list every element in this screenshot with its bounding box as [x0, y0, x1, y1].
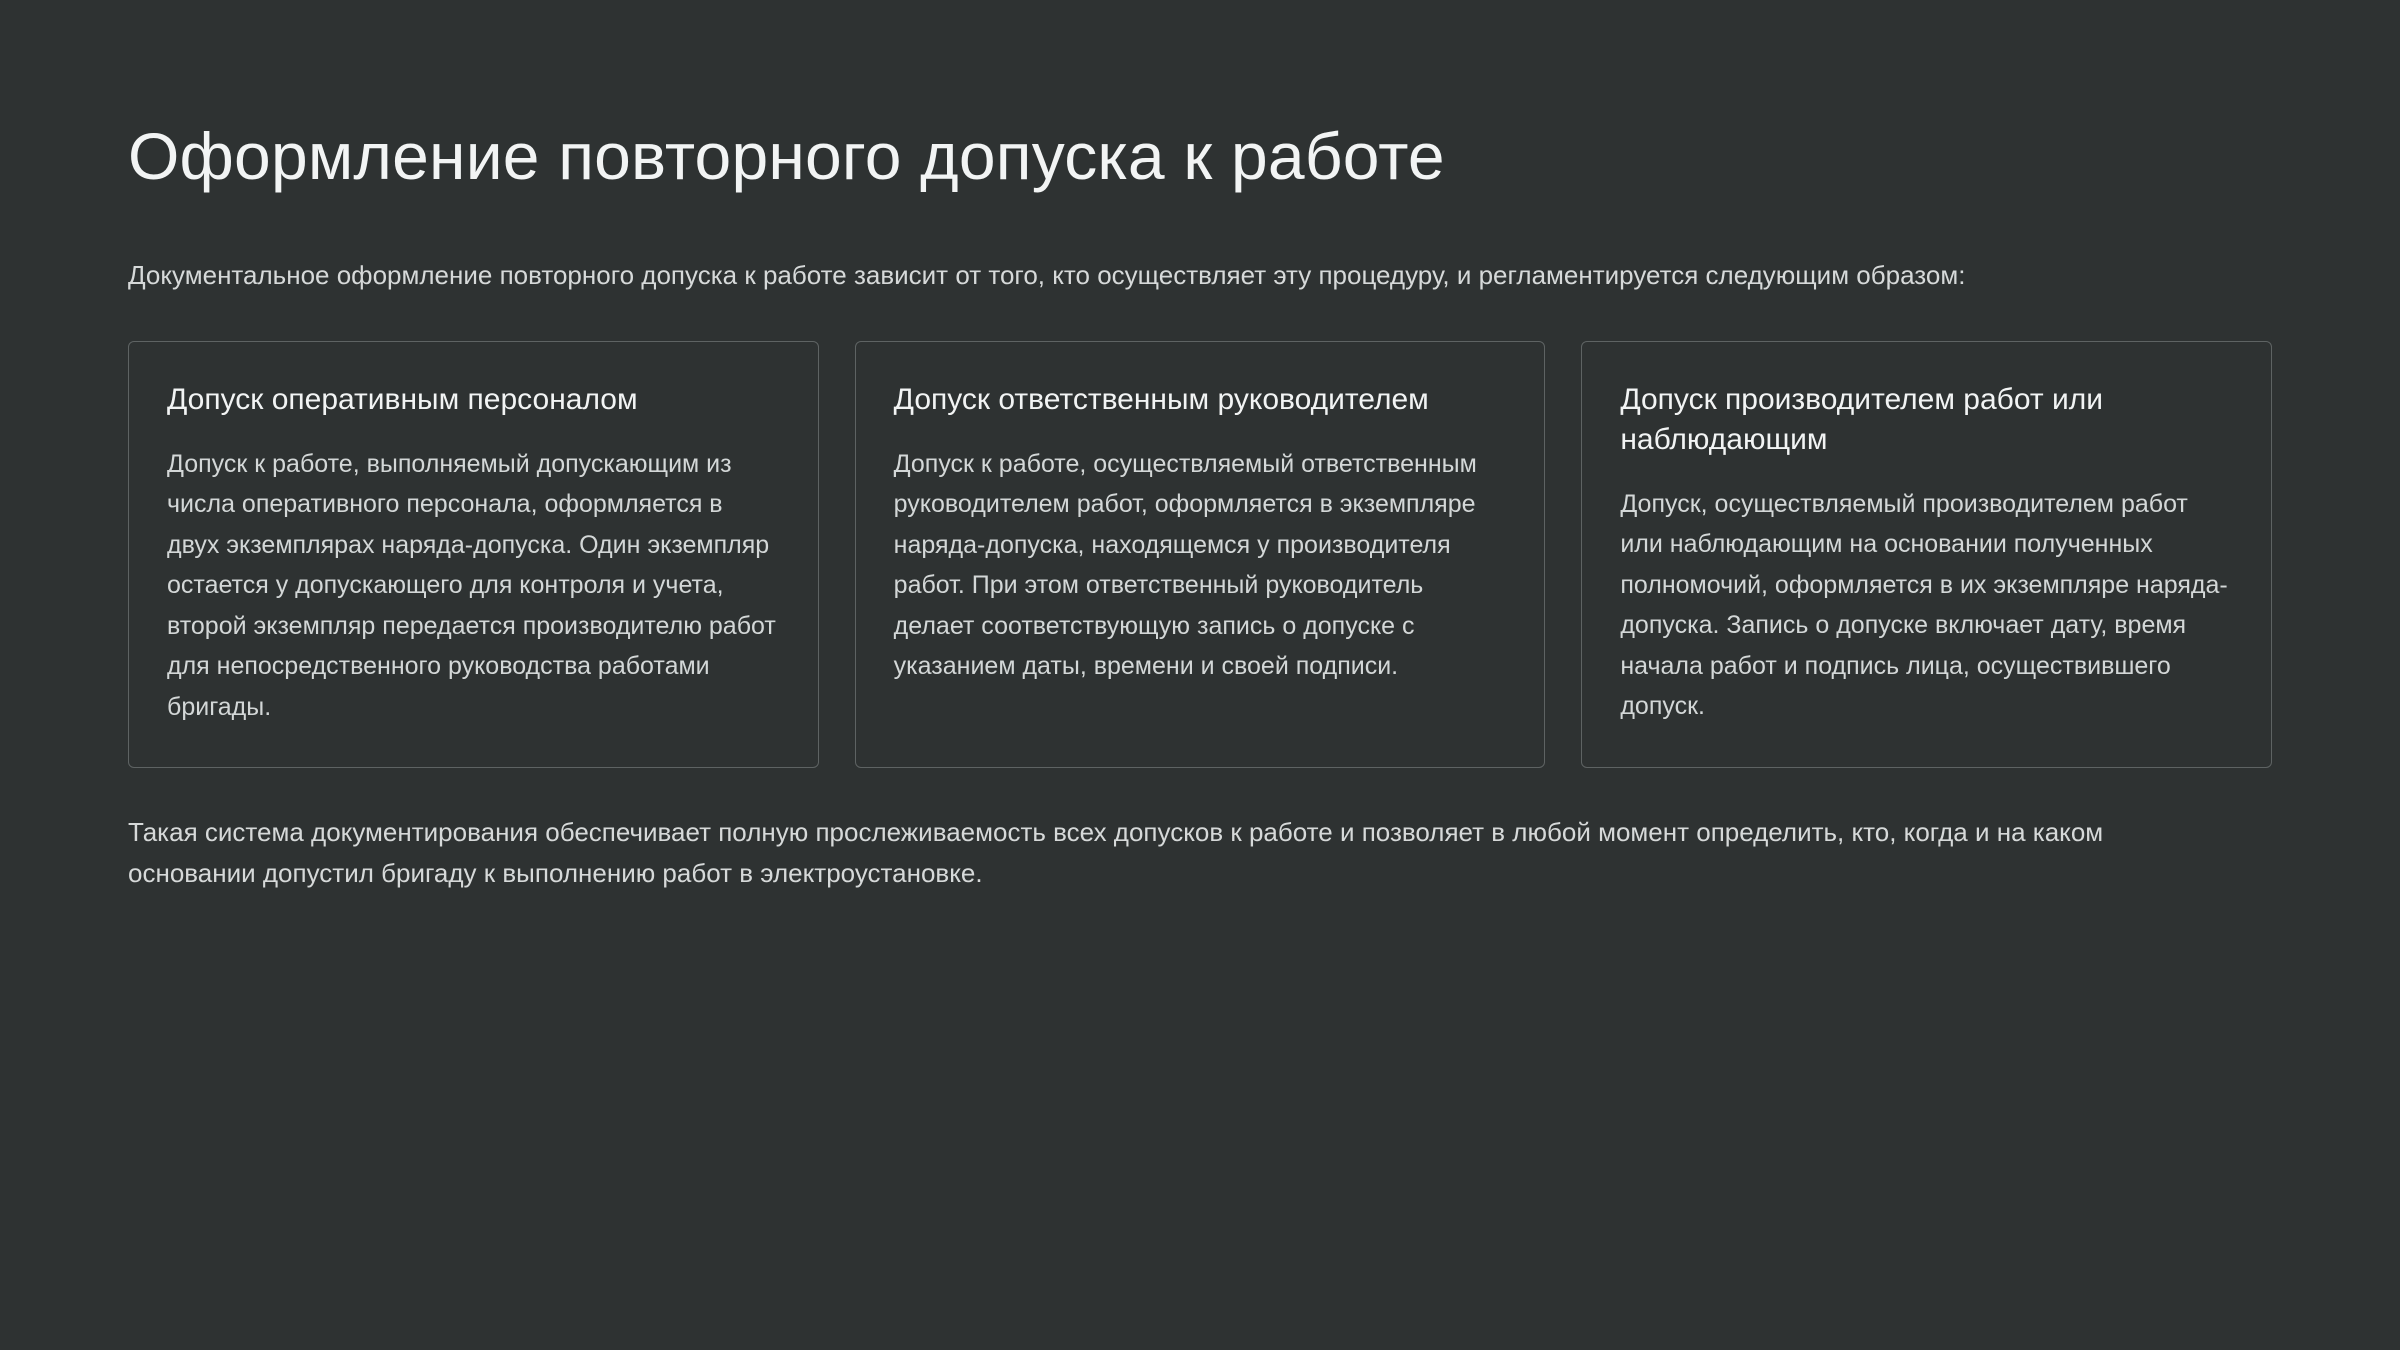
card-operational-personnel — [128, 341, 819, 768]
card-work-producer-or-observer — [1581, 341, 2272, 768]
card-body: Допуск к работе, выполняемый допускающим из числа оперативного персонала, оформляется в двух экземплярах наряда-допуска. Один экземпляр остается у допускающего для контроля и учета, второй экземпляр передается производителю работ для непосредственного руководства работами бригады. — [167, 449, 776, 721]
card-title: Допуск ответственным руководителем — [893, 382, 1429, 416]
intro-paragraph: Документальное оформление повторного допуска к работе зависит от того, кто осуществляет эту процедуру, и регламентируется следующим образом: — [128, 259, 1966, 290]
card-title: Допуск производителем работ или наблюдающим — [1620, 382, 2103, 456]
card-title: Допуск оперативным персоналом — [167, 382, 638, 416]
card-responsible-manager — [855, 341, 1546, 768]
card-body: Допуск, осуществляемый производителем работ или наблюдающим на основании полученных полномочий, оформляется в их экземпляре наряда-допуска. Запись о допуске включает дату, время начала работ и подпись лица, осуществившего допуск. — [1620, 489, 2228, 721]
card-list — [128, 341, 2272, 768]
page-title: Оформление повторного допуска к работе — [128, 119, 1445, 193]
outro-paragraph: Такая система документирования обеспечивает полную прослеживаемость всех допусков к работе и позволяет в любой момент определить, кто, когда и на каком основании допустил бригаду к выполнению работ в электроустановке. — [128, 817, 2104, 888]
card-body: Допуск к работе, осуществляемый ответственным руководителем работ, оформляется в экземпляре наряда-допуска, находящемся у производителя работ. При этом ответственный руководитель делает соответствующую запись о допуске с указанием даты, времени и своей подписи. — [893, 449, 1477, 681]
